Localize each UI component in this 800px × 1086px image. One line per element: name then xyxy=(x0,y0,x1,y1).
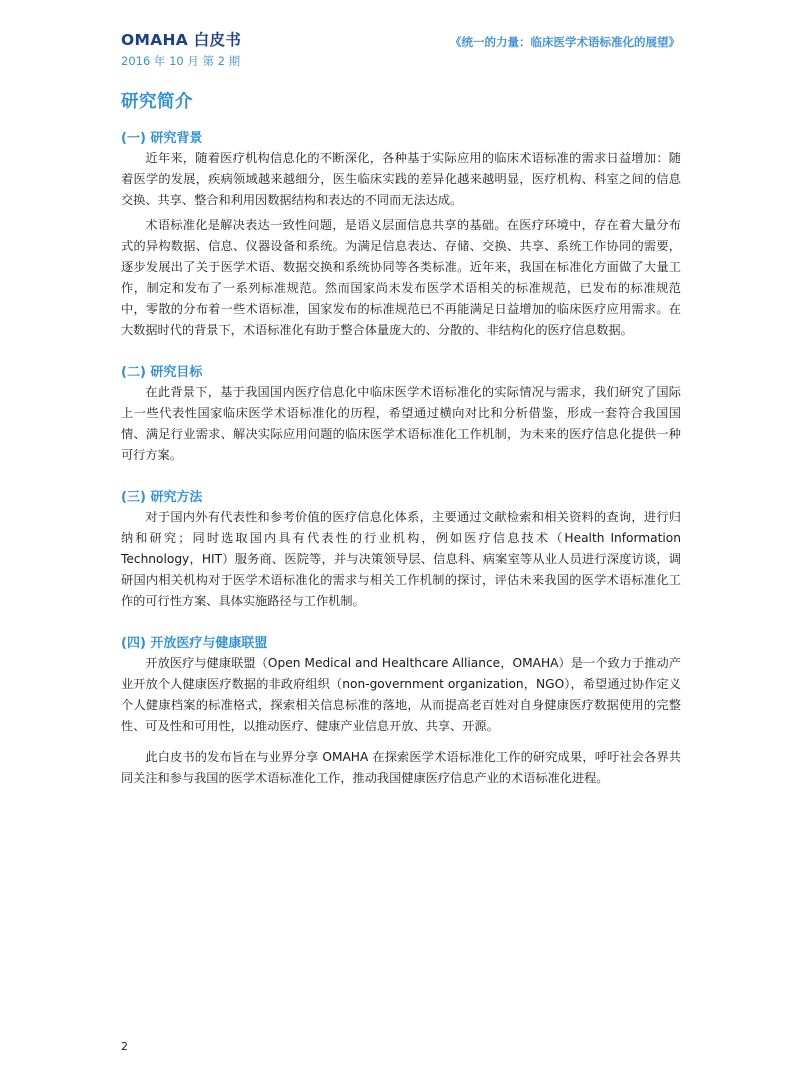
paragraph: 开放医疗与健康联盟（Open Medical and Healthcare Alliance，OMAHA）是一个致力于推动产业开放个人健康医疗数据的非政府组织（non-government organization，NGO），希望通过协作定义个人健康档案的标准格式，探索相关信息标准的落地，从而提高老百姓对自身健康医疗数据使用的完整性、可及性和可用性，以推动医疗、健康产业信息开放、共享、开源。 xyxy=(121,656,681,733)
brand-title: OMAHA 白皮书 xyxy=(121,31,242,49)
section-heading: (二) 研究目标 xyxy=(121,365,203,380)
section-omaha xyxy=(121,632,681,789)
publication-title: 《统一的力量：临床医学术语标准化的展望》 xyxy=(450,35,680,49)
section-heading: (四) 开放医疗与健康联盟 xyxy=(121,636,268,651)
page-title: 研究简介 xyxy=(121,92,193,112)
paragraph: 近年来，随着医疗机构信息化的不断深化，各种基于实际应用的临床术语标准的需求日益增加：随着医学的发展，疾病领域越来越细分，医生临床实践的差异化越来越明显，医疗机构、科室之间的信息交换、共享、整合和利用因数据结构和表达的不同而无法达成。 xyxy=(121,151,681,207)
paragraph: 对于国内外有代表性和参考价值的医疗信息化体系，主要通过文献检索和相关资料的查询，进行归纳和研究；同时选取国内具有代表性的行业机构，例如医疗信息技术（Health Information Technology，HIT）服务商、医院等，并与决策领导层、信息科、病案室等从业人员进行深度访谈，调研国内相关机构对于医学术语标准化的需求与相关工作机制的探讨，评估未来我国的医学术语标准化工作的可行性方案、具体实施路径与工作机制。 xyxy=(121,510,681,608)
paragraph: 术语标准化是解决表达一致性问题，是语义层面信息共享的基础。在医疗环境中，存在着大量分布式的异构数据、信息、仪器设备和系统。为满足信息表达、存储、交换、共享、系统工作协同的需要，逐步发展出了关于医学术语、数据交换和系统协同等各类标准。近年来，我国在标准化方面做了大量工作，制定和发布了一系列标准规范。然而国家尚未发布医学术语相关的标准规范，已发布的标准规范中，零散的分布着一些术语标准，国家发布的标准规范已不再能满足日益增加的临床医疗应用需求。在大数据时代的背景下，术语标准化有助于整合体量庞大的、分散的、非结构化的医疗信息数据。 xyxy=(121,218,681,337)
section-methods xyxy=(121,486,681,612)
section-heading: (三) 研究方法 xyxy=(121,490,203,505)
section-background xyxy=(121,127,681,341)
page-header xyxy=(121,28,680,72)
page-number: 2 xyxy=(121,1040,128,1053)
main-content xyxy=(121,88,681,809)
brand-block xyxy=(121,28,241,69)
paragraph: 此白皮书的发布旨在与业界分享 OMAHA 在探索医学术语标准化工作的研究成果，呼吁社会各界共同关注和参与我国的医学术语标准化工作，推动我国健康医疗信息产业的术语标准化进程。 xyxy=(121,750,681,785)
paragraph: 在此背景下，基于我国国内医疗信息化中临床医学术语标准化的实际情况与需求，我们研究了国际上一些代表性国家临床医学术语标准化的历程，希望通过横向对比和分析借鉴，形成一套符合我国国情、满足行业需求、解决实际应用问题的临床医学术语标准化工作机制，为未来的医疗信息化提供一种可行方案。 xyxy=(121,385,681,462)
section-heading: (一) 研究背景 xyxy=(121,131,203,146)
section-goals xyxy=(121,361,681,466)
issue-date: 2016 年 10 月 第 2 期 xyxy=(121,54,241,68)
